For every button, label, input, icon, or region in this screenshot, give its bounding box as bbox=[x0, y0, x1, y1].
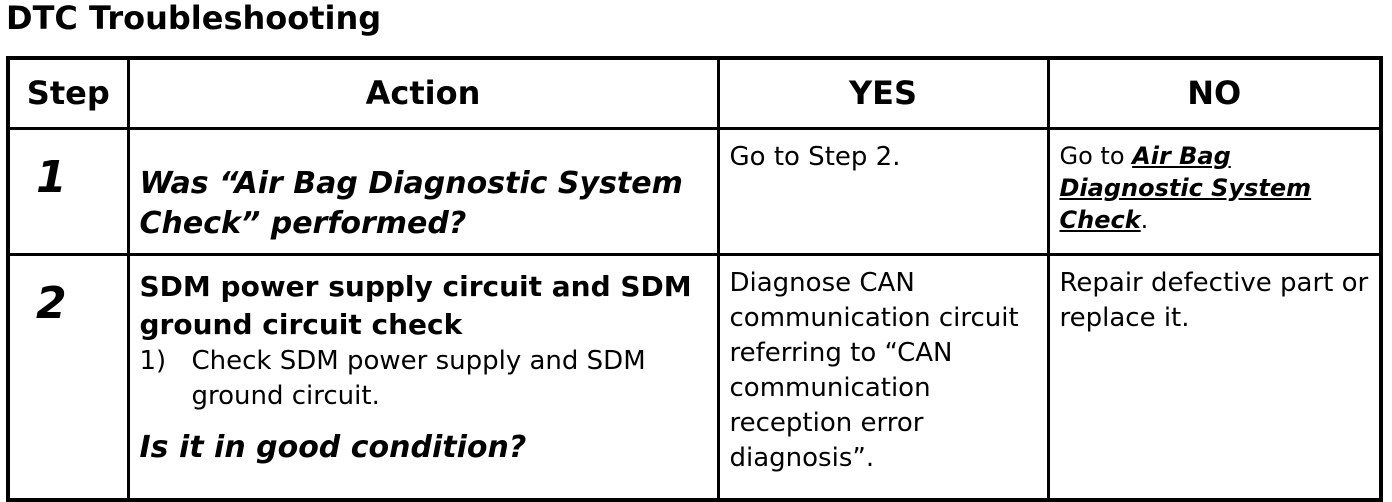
page-title: DTC Troubleshooting bbox=[6, 0, 382, 37]
header-step: Step bbox=[8, 58, 128, 128]
no-prefix: Go to bbox=[1059, 141, 1133, 170]
table-row bbox=[8, 128, 1381, 254]
no-suffix: . bbox=[1140, 205, 1149, 234]
action-question: Is it in good condition? bbox=[139, 429, 527, 465]
action-list-item bbox=[130, 344, 717, 414]
no-text bbox=[1050, 130, 1380, 236]
action-cell bbox=[128, 254, 718, 500]
dtc-troubleshooting-table bbox=[6, 56, 1383, 502]
header-yes: YES bbox=[718, 58, 1048, 128]
yes-cell bbox=[718, 254, 1048, 500]
action-title: SDM power supply circuit and SDM ground circuit check bbox=[139, 269, 692, 341]
action-item-number: 1) bbox=[139, 345, 167, 376]
table-header-row bbox=[8, 58, 1381, 128]
step-cell bbox=[8, 254, 128, 500]
yes-cell bbox=[718, 128, 1048, 254]
table-row bbox=[8, 254, 1381, 500]
header-action: Action bbox=[128, 58, 718, 128]
yes-text: Diagnose CAN communication circuit referring to “CAN communication reception error diagnosis”. bbox=[729, 267, 1019, 473]
action-item-text: Check SDM power supply and SDM ground circuit. bbox=[191, 345, 646, 411]
no-text: Repair defective part or replace it. bbox=[1059, 267, 1369, 333]
header-no: NO bbox=[1048, 58, 1381, 128]
air-bag-diagnostic-system-check-link[interactable]: Air Bag Diagnostic System Check bbox=[1059, 141, 1312, 234]
step-number: 1 bbox=[36, 151, 67, 203]
no-cell bbox=[1048, 128, 1381, 254]
step-cell bbox=[8, 128, 128, 254]
step-number: 2 bbox=[36, 277, 67, 329]
yes-text: Go to Step 2. bbox=[729, 141, 901, 172]
action-cell bbox=[128, 128, 718, 254]
no-cell bbox=[1048, 254, 1381, 500]
action-question: Was “Air Bag Diagnostic System Check” performed? bbox=[139, 165, 683, 241]
